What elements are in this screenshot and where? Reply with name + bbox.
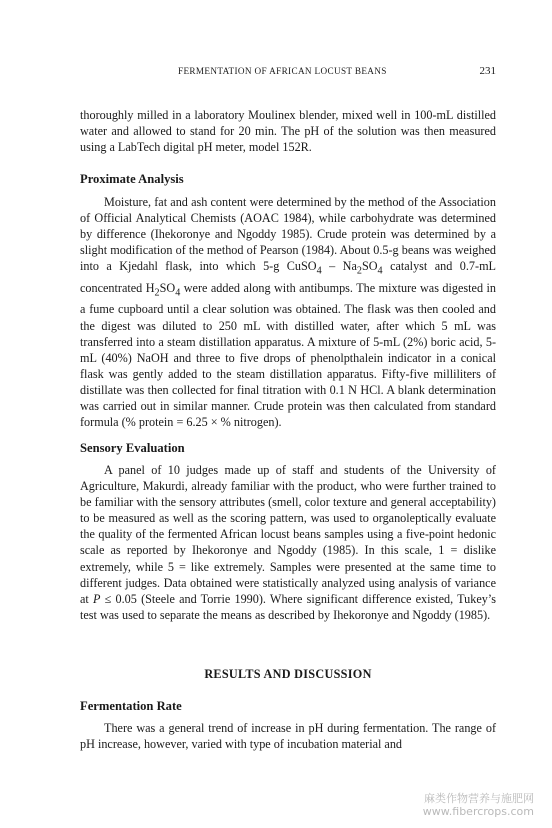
fermentation-heading-block <box>80 698 496 714</box>
sensory-text-1: A panel of 10 judges made up of staff and students of the University of Agriculture, Makurdi, already familiar with the product, who were further trained to be familiar with the sensory attributes (smell, color texture and general acceptability) to be measured as well as the scoring pattern, was used to organoleptically evaluate the quality of the fermented African locust beans samples using a five-point hedonic scale as reported by Ihekoronye and Ngoddy (1985). In this scale, 1 = dislike extremely, while 5 = like extremely. Samples were presented at the same time to different judges. Data obtained were statistically analyzed using analysis of variance at <box>80 463 496 606</box>
results-and-discussion-heading: RESULTS AND DISCUSSION <box>204 667 372 681</box>
fermentation-paragraph-block <box>80 720 496 752</box>
fermentation-paragraph: There was a general trend of increase in pH during fermentation. The range of pH increase, however, varied with type of incubation material and <box>80 721 496 752</box>
subscript-4a: 4 <box>316 265 322 277</box>
formula-so-2: SO <box>159 280 176 295</box>
proximate-analysis-heading: Proximate Analysis <box>80 172 184 186</box>
proximate-paragraph-block <box>80 194 496 430</box>
p-value-symbol: P <box>93 591 101 606</box>
proximate-paragraph <box>80 194 496 430</box>
watermark <box>423 792 534 818</box>
results-heading-block <box>80 666 496 682</box>
proximate-text-3: were added along with antibumps. The mixture was digested in a fume cupboard until a clear solution was obtained. The flask was then cooled and the digest was diluted to 250 mL with distilled water, after which 5 mL was transferred into a steam distillation apparatus. A mixture of 5-mL (2%) boric acid, 5-mL (40%) NaOH and three to five drops of phenolpthalein indicator in a conical flask was gently added to the steam distillation apparatus. Fifty-five milliliters of distillate was then collected for final titration with 0.1 N HCl. A blank determination was carried out in similar manner. Crude protein was then calculated from standard formula (% protein = 6.25 × % nitrogen). <box>80 280 496 430</box>
subscript-2a: 2 <box>356 265 362 277</box>
proximate-heading-block <box>80 171 496 187</box>
sensory-heading-block <box>80 440 496 456</box>
proximate-text-1: Moisture, fat and ash content were determined by the method of the Association of Official Analytical Chemists (AOAC 1984), while carbohydrate was determined by difference (Ihekoronye and Ngoddy 1985). Crude protein was determined by a slight modification of the method of Pearson (1984). About 0.5-g beans was weighed into a Kjedahl flask, into which 5-g <box>80 195 496 274</box>
formula-cuso: CuSO <box>286 259 317 274</box>
subscript-2b: 2 <box>154 287 160 299</box>
proximate-text-2: catalyst and 0.7-mL concentrated H <box>80 259 496 295</box>
running-head: FERMENTATION OF AFRICAN LOCUST BEANS <box>178 66 387 76</box>
sensory-paragraph <box>80 462 496 623</box>
page-number: 231 <box>479 65 496 77</box>
sensory-evaluation-heading: Sensory Evaluation <box>80 441 185 455</box>
fermentation-rate-heading: Fermentation Rate <box>80 699 182 713</box>
subscript-4b: 4 <box>377 265 383 277</box>
sensory-text-2: ≤ 0.05 (Steele and Torrie 1990). Where significant difference existed, Tukey’s test was used to separate the means as described by Ihekoronye and Ngoddy (1985). <box>80 591 497 622</box>
intro-paragraph-block <box>80 107 496 155</box>
subscript-4c: 4 <box>175 287 181 299</box>
formula-dash-na: – Na <box>321 259 357 274</box>
watermark-url: www.fibercrops.com <box>422 805 534 818</box>
watermark-site-name: 麻类作物营养与施肥网 <box>424 792 534 805</box>
sensory-paragraph-block <box>80 462 496 623</box>
formula-so: SO <box>361 259 378 274</box>
intro-paragraph: thoroughly milled in a laboratory Moulinex blender, mixed well in 100-mL distilled water and allowed to stand for 20 min. The pH of the solution was then measured using a LabTech digital pH meter, model 152R. <box>80 108 496 155</box>
